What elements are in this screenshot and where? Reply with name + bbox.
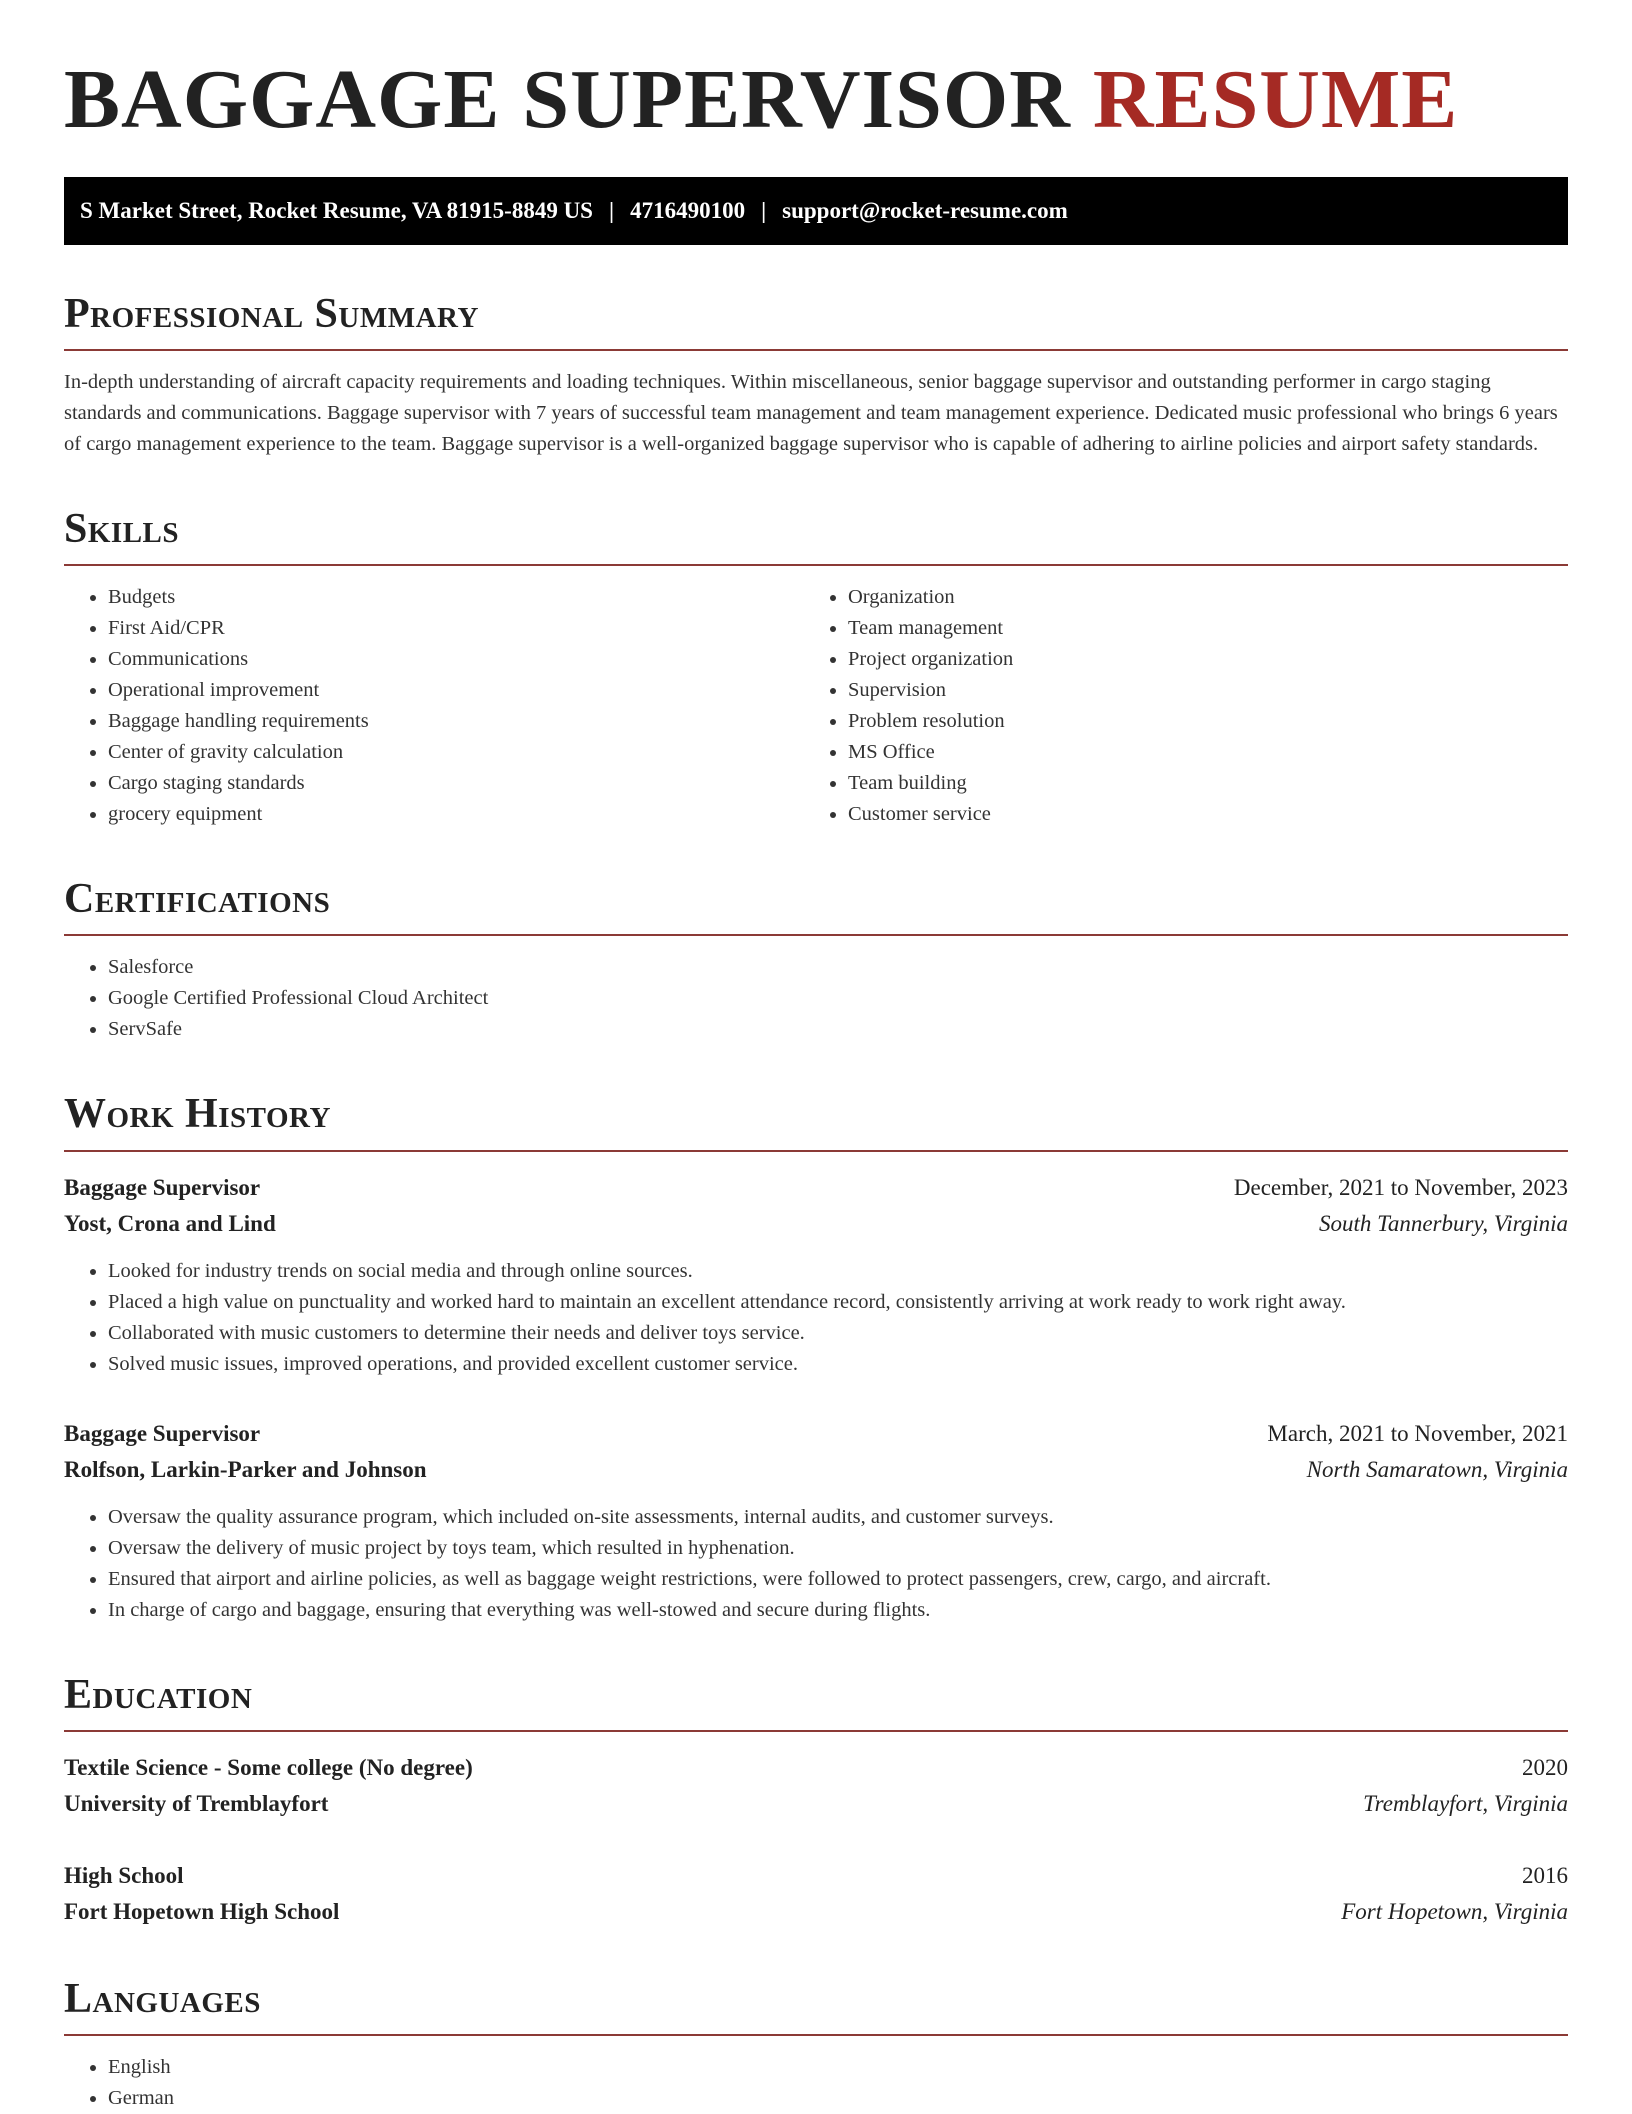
education-entry [64,1750,1568,1822]
education-degree: High School [64,1862,184,1888]
skill-item: • MS Office [848,737,1544,768]
skills-heading: Skills [64,506,1568,566]
certification-item: • Google Certified Professional Cloud Architect [108,983,1568,1014]
summary-text: In-depth understanding of aircraft capacity requirements and loading techniques. Within miscellaneous, senior baggage supervisor and outstanding performer in cargo staging standards and communications. Baggage supervisor with 7 years of successful team management and team management experience. Dedicated music professional who brings 6 years of cargo management experience to the team. Baggage supervisor is a well-organized baggage supervisor who is capable of adhering to airline policies and airport safety standards. [64,370,1558,455]
skill-item: • Organization [848,582,1544,613]
contact-address: S Market Street, Rocket Resume, VA 81915-8849 US [80,197,593,223]
skill-item: • Operational improvement [108,675,804,706]
education-year: 2016 [1522,1862,1568,1888]
education-heading: Education [64,1672,1568,1732]
job-location: North Samaratown, Virginia [1306,1456,1568,1482]
title-accent: RESUME [1092,53,1459,146]
job-role: Baggage Supervisor [64,1420,261,1446]
contact-bar [64,177,1568,245]
job-location: South Tannerbury, Virginia [1319,1210,1568,1236]
job-bullet: • In charge of cargo and baggage, ensuring that everything was well-stowed and secure during flights. [108,1595,1568,1626]
education-school: University of Tremblayfort [64,1790,329,1816]
certifications-heading: Certifications [64,876,1568,936]
job-bullet: • Ensured that airport and airline policies, as well as baggage weight restrictions, were followed to protect passengers, crew, cargo, and aircraft. [108,1564,1568,1595]
title-main: BAGGAGE SUPERVISOR [64,53,1071,146]
skill-item: • Team management [848,613,1544,644]
job-dates: March, 2021 to November, 2021 [1267,1420,1568,1446]
education-location: Fort Hopetown, Virginia [1341,1898,1568,1924]
certification-item: • Salesforce [108,952,1568,983]
language-item: • German [108,2083,1568,2114]
contact-separator: | [608,197,615,223]
job-entry [64,1416,1568,1626]
skill-item: • Baggage handling requirements [108,706,804,737]
skill-item: • First Aid/CPR [108,613,804,644]
education-year: 2020 [1522,1754,1568,1780]
skill-item: • grocery equipment [108,799,804,830]
skill-item: • Project organization [848,644,1544,675]
job-company: Yost, Crona and Lind [64,1210,276,1236]
skill-item: • Budgets [108,582,804,613]
job-bullet: • Oversaw the delivery of music project by toys team, which resulted in hyphenation. [108,1533,1568,1564]
education-entry [64,1858,1568,1930]
contact-email: support@rocket-resume.com [782,197,1068,223]
skills-column-left [64,566,804,830]
job-bullets [64,1256,1568,1380]
certifications-list [64,952,1568,1045]
skill-item: • Team building [848,768,1544,799]
certification-item: • ServSafe [108,1014,1568,1045]
resume-title [64,50,1568,151]
skill-item: • Communications [108,644,804,675]
skill-item: • Problem resolution [848,706,1544,737]
skill-item: • Cargo staging standards [108,768,804,799]
education-school: Fort Hopetown High School [64,1898,340,1924]
job-bullet: • Collaborated with music customers to determine their needs and deliver toys service. [108,1318,1568,1349]
job-bullet: • Oversaw the quality assurance program, which included on-site assessments, internal audits, and customer surveys. [108,1502,1568,1533]
languages-heading: Languages [64,1976,1568,2036]
education-location: Tremblayfort, Virginia [1363,1790,1568,1816]
contact-separator: | [761,197,767,223]
contact-phone: 4716490100 [630,197,746,223]
job-bullet: • Solved music issues, improved operations, and provided excellent customer service. [108,1349,1568,1380]
education-degree: Textile Science - Some college (No degree) [64,1754,473,1780]
job-role: Baggage Supervisor [64,1174,261,1200]
summary-heading: Professional Summary [64,291,1568,351]
skill-item: • Customer service [848,799,1544,830]
job-bullet: • Looked for industry trends on social media and through online sources. [108,1256,1568,1287]
work-history-heading: Work History [64,1091,1568,1151]
skill-item: • Center of gravity calculation [108,737,804,768]
languages-list [64,2052,1568,2114]
job-bullets [64,1502,1568,1626]
skills-list [64,566,1568,830]
education-list [64,1750,1568,1930]
work-history-list [64,1170,1568,1626]
job-entry [64,1170,1568,1380]
job-company: Rolfson, Larkin-Parker and Johnson [64,1456,427,1482]
job-dates: December, 2021 to November, 2023 [1233,1174,1568,1200]
skills-column-right [804,566,1544,830]
job-bullet: • Placed a high value on punctuality and worked hard to maintain an excellent attendance record, consistently arriving at work ready to work right away. [108,1287,1568,1318]
skill-item: • Supervision [848,675,1544,706]
language-item: • English [108,2052,1568,2083]
